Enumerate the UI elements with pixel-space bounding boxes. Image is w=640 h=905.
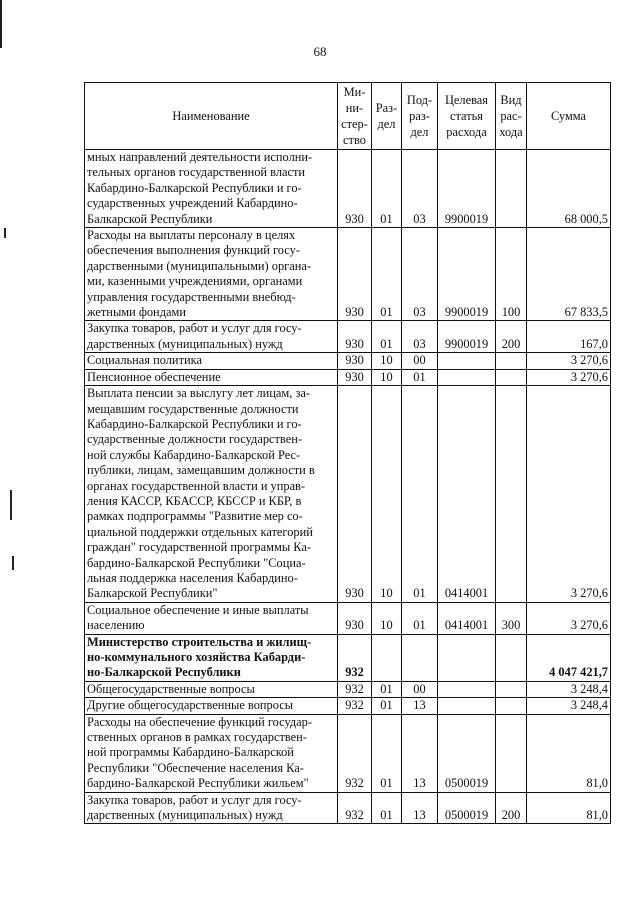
row-ministry-code: 930 — [338, 353, 372, 369]
scan-margin-mark — [10, 490, 12, 520]
row-target-article — [438, 681, 496, 697]
row-section-code — [372, 634, 402, 681]
row-subsection-code: 13 — [402, 714, 438, 792]
row-ministry-code: 932 — [338, 792, 372, 824]
row-name: Социальное обеспечение и иные выплаты населению — [85, 602, 338, 634]
row-sum: 3 270,6 — [527, 602, 611, 634]
row-section-code: 10 — [372, 353, 402, 369]
row-target-article — [438, 698, 496, 714]
header-ministry: Ми- ни- стер- ство — [338, 83, 372, 150]
table-row — [85, 369, 611, 385]
row-sum: 68 000,5 — [527, 150, 611, 228]
row-expense-type — [496, 634, 527, 681]
header-sum: Сумма — [527, 83, 611, 150]
row-section-code: 10 — [372, 369, 402, 385]
table-row — [85, 150, 611, 228]
row-sum: 3 248,4 — [527, 698, 611, 714]
row-ministry-code: 932 — [338, 698, 372, 714]
row-section-code: 10 — [372, 386, 402, 603]
table-row — [85, 698, 611, 714]
header-name: Наименование — [85, 83, 338, 150]
row-section-code: 01 — [372, 228, 402, 321]
scan-margin-mark — [4, 228, 6, 238]
row-subsection-code — [402, 634, 438, 681]
row-section-code: 01 — [372, 698, 402, 714]
row-ministry-code: 932 — [338, 714, 372, 792]
row-subsection-code: 03 — [402, 228, 438, 321]
row-sum: 4 047 421,7 — [527, 634, 611, 681]
row-name: Социальная политика — [85, 353, 338, 369]
row-subsection-code: 01 — [402, 386, 438, 603]
row-target-article: 0414001 — [438, 602, 496, 634]
row-sum: 167,0 — [527, 321, 611, 353]
row-target-article — [438, 353, 496, 369]
row-ministry-code: 930 — [338, 369, 372, 385]
row-expense-type — [496, 369, 527, 385]
row-section-code: 01 — [372, 714, 402, 792]
table-row — [85, 228, 611, 321]
row-expense-type: 300 — [496, 602, 527, 634]
row-expense-type — [496, 681, 527, 697]
row-target-article: 9900019 — [438, 150, 496, 228]
row-name: Расходы на обеспечение функций государ- ственных органов в рамках государствен- ной программы Кабардино-Балкарской Республики "Обеспечение населения Ка- бардино-Балкарской Республики жильем" — [85, 714, 338, 792]
row-expense-type — [496, 353, 527, 369]
row-name: Закупка товаров, работ и услуг для госу- дарственных (муниципальных) нужд — [85, 321, 338, 353]
row-ministry-code: 932 — [338, 634, 372, 681]
row-section-code: 01 — [372, 321, 402, 353]
row-section-code: 01 — [372, 681, 402, 697]
table-body — [85, 150, 611, 824]
row-name: Другие общегосударственные вопросы — [85, 698, 338, 714]
row-subsection-code: 13 — [402, 792, 438, 824]
budget-table — [84, 82, 611, 824]
row-name: Министерство строительства и жилищ- но-коммунального хозяйства Кабарди- но-Балкарской Республики — [85, 634, 338, 681]
row-target-article — [438, 369, 496, 385]
row-ministry-code: 930 — [338, 602, 372, 634]
row-name: Закупка товаров, работ и услуг для госу- дарственных (муниципальных) нужд — [85, 792, 338, 824]
row-target-article: 0500019 — [438, 714, 496, 792]
row-name: Общегосударственные вопросы — [85, 681, 338, 697]
row-subsection-code: 03 — [402, 150, 438, 228]
scan-margin-mark — [12, 556, 14, 570]
header-subsection: Под- раз- дел — [402, 83, 438, 150]
row-target-article — [438, 634, 496, 681]
row-expense-type: 100 — [496, 228, 527, 321]
table-header-row — [85, 83, 611, 150]
row-ministry-code: 930 — [338, 321, 372, 353]
table-row — [85, 602, 611, 634]
row-section-code: 01 — [372, 150, 402, 228]
row-subsection-code: 00 — [402, 681, 438, 697]
page-number: 68 — [313, 44, 327, 59]
row-expense-type — [496, 698, 527, 714]
row-name: Пенсионное обеспечение — [85, 369, 338, 385]
table-row — [85, 681, 611, 697]
row-target-article: 0414001 — [438, 386, 496, 603]
row-target-article: 9900019 — [438, 321, 496, 353]
row-sum: 81,0 — [527, 714, 611, 792]
row-expense-type — [496, 714, 527, 792]
row-name: Выплата пенсии за выслугу лет лицам, за- мещавшим государственные должности Кабардино-Балкарской Республики и го- сударственные должности государствен- ной службы Кабардино-Балкарской Рес- публики, лицам, замещавшим должности в органах государственной власти и управ- ления КАССР, КБАССР, КБССР и КБР, в рамках подпрограммы "Развитие мер со- циальной поддержки отдельных категорий граждан" государственной программы Ка- бардино-Балкарской Республики "Социа- льная поддержка населения Кабардино- Балкарской Республики" — [85, 386, 338, 603]
row-target-article: 0500019 — [438, 792, 496, 824]
row-section-code: 01 — [372, 792, 402, 824]
row-ministry-code: 932 — [338, 681, 372, 697]
row-sum: 81,0 — [527, 792, 611, 824]
row-section-code: 10 — [372, 602, 402, 634]
row-sum: 3 270,6 — [527, 369, 611, 385]
table-row — [85, 353, 611, 369]
row-ministry-code: 930 — [338, 386, 372, 603]
header-section: Раз- дел — [372, 83, 402, 150]
row-expense-type: 200 — [496, 792, 527, 824]
row-ministry-code: 930 — [338, 150, 372, 228]
row-sum: 67 833,5 — [527, 228, 611, 321]
scan-margin-mark — [0, 0, 2, 48]
row-subsection-code: 00 — [402, 353, 438, 369]
header-expense-type: Вид рас- хода — [496, 83, 527, 150]
header-target-article: Целевая статья расхода — [438, 83, 496, 150]
table-row — [85, 792, 611, 824]
row-subsection-code: 01 — [402, 602, 438, 634]
row-sum: 3 270,6 — [527, 386, 611, 603]
row-expense-type — [496, 386, 527, 603]
table-row — [85, 386, 611, 603]
row-expense-type: 200 — [496, 321, 527, 353]
row-subsection-code: 01 — [402, 369, 438, 385]
row-name: мных направлений деятельности исполни- тельных органов государственной власти Кабардино-Балкарской Республики и го- сударственных учреждений Кабардино- Балкарской Республики — [85, 150, 338, 228]
row-expense-type — [496, 150, 527, 228]
row-target-article: 9900019 — [438, 228, 496, 321]
row-sum: 3 248,4 — [527, 681, 611, 697]
table-row — [85, 321, 611, 353]
row-subsection-code: 03 — [402, 321, 438, 353]
table-row — [85, 634, 611, 681]
row-ministry-code: 930 — [338, 228, 372, 321]
row-name: Расходы на выплаты персоналу в целях обеспечения выполнения функций госу- дарственными (муниципальными) органа- ми, казенными учреждениями, органами управления государственными внебюд- жетными фондами — [85, 228, 338, 321]
row-sum: 3 270,6 — [527, 353, 611, 369]
table-row — [85, 714, 611, 792]
row-subsection-code: 13 — [402, 698, 438, 714]
